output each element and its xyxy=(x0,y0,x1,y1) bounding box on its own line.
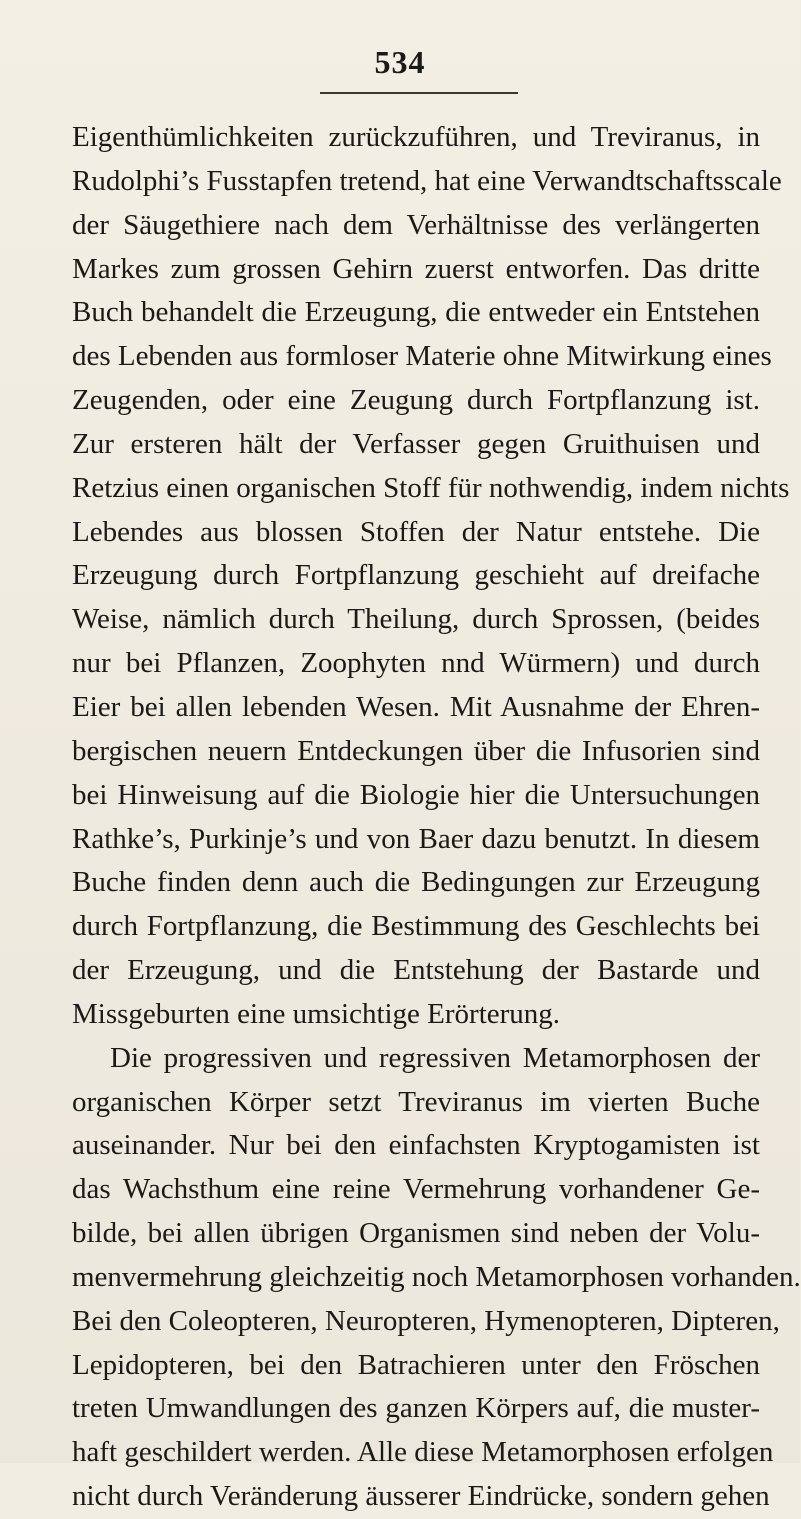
text-line: das Wachsthum eine reine Vermehrung vorhandener Ge- xyxy=(72,1173,760,1206)
text-line: auseinander. Nur bei den einfachsten Kryptogamisten ist xyxy=(72,1129,760,1162)
text-line: Rudolphi’s Fusstapfen tretend, hat eine Verwandtschaftsscale xyxy=(72,164,782,197)
text-line: Bei den Coleopteren, Neuropteren, Hymenopteren, Dipteren, xyxy=(72,1304,780,1337)
text-line: haft geschildert werden. Alle diese Metamorphosen erfolgen xyxy=(72,1436,774,1469)
text-line: durch Fortpflanzung, die Bestimmung des Geschlechts bei xyxy=(72,910,760,943)
text-line: Missgeburten eine umsichtige Erörterung. xyxy=(72,997,561,1030)
text-line: Buch behandelt die Erzeugung, die entweder ein Entstehen xyxy=(72,296,760,329)
text-line: Rathke’s, Purkinje’s und von Baer dazu benutzt. In diesem xyxy=(72,822,760,855)
text-line: bilde, bei allen übrigen Organismen sind neben der Volu- xyxy=(72,1217,760,1250)
text-line: menvermehrung gleichzeitig noch Metamorphosen vorhanden. xyxy=(72,1260,801,1293)
text-line: Lepidopteren, bei den Batrachieren unter den Fröschen xyxy=(72,1348,760,1381)
text-line: Retzius einen organischen Stoff für nothwendig, indem nichts xyxy=(72,471,790,504)
text-line: treten Umwandlungen des ganzen Körpers auf, die muster- xyxy=(72,1392,760,1425)
text-line: organischen Körper setzt Treviranus im vierten Buche xyxy=(72,1085,760,1118)
text-line: nicht durch Veränderung äusserer Eindrücke, sondern gehen xyxy=(72,1480,770,1513)
text-line: Zur ersteren hält der Verfasser gegen Gruithuisen und xyxy=(72,427,760,460)
text-line: der Erzeugung, und die Entstehung der Bastarde und xyxy=(72,954,760,987)
header-rule xyxy=(320,92,518,94)
text-line: Eier bei allen lebenden Wesen. Mit Ausnahme der Ehren- xyxy=(72,690,760,723)
text-line: Eigenthümlichkeiten zurückzuführen, und Treviranus, in xyxy=(72,121,760,153)
text-line: Erzeugung durch Fortpflanzung geschieht auf dreifache xyxy=(72,559,760,592)
text-line: Die progressiven und regressiven Metamorphosen der xyxy=(110,1041,760,1074)
text-line: bergischen neuern Entdeckungen über die Infusorien sind xyxy=(72,734,760,767)
text-line: der Säugethiere nach dem Verhältnisse des verlängerten xyxy=(72,208,760,241)
text-line: bei Hinweisung auf die Biologie hier die Untersuchungen xyxy=(72,778,760,811)
text-line: Markes zum grossen Gehirn zuerst entworfen. Das dritte xyxy=(72,252,760,285)
body-text xyxy=(72,116,801,1519)
text-line: nur bei Pflanzen, Zoophyten nnd Würmern) und durch xyxy=(72,647,760,680)
text-line: Buche finden denn auch die Bedingungen zur Erzeugung xyxy=(72,866,760,899)
text-line: Weise, nämlich durch Theilung, durch Sprossen, (beides xyxy=(72,603,760,636)
text-line: des Lebenden aus formloser Materie ohne Mitwirkung eines xyxy=(72,340,772,373)
text-line: Lebendes aus blossen Stoffen der Natur entstehe. Die xyxy=(72,515,760,548)
page-number: 534 xyxy=(374,44,426,80)
text-line: Zeugenden, oder eine Zeugung durch Fortpflanzung ist. xyxy=(72,384,760,417)
